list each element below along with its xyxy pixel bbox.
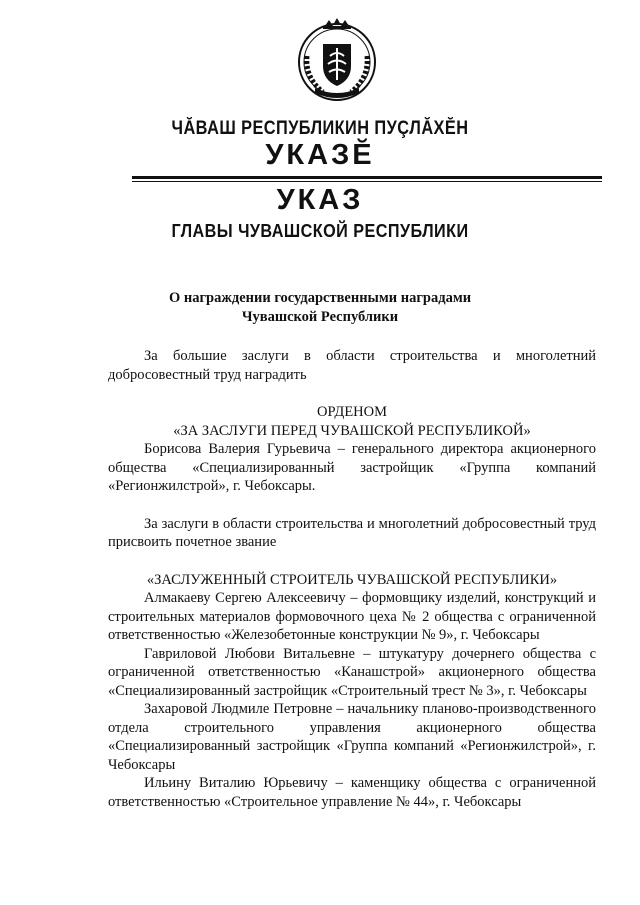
russian-decree-subtitle: ГЛАВЫ ЧУВАШСКОЙ РЕСПУБЛИКИ	[171, 221, 469, 241]
subject-line-2: Чувашской Республики	[241, 309, 399, 325]
award-2-recipient: Захаровой Людмиле Петровне – начальнику планово-производственного отдела строительного управления акционерного общества «Специализированный застройщик «Группа компаний «Регионжилстрой», г. Чебоксары	[108, 701, 596, 773]
intro-paragraph-2: За заслуги в области строительства и многолетний добросовестный труд присвоить почетное звание	[108, 515, 596, 550]
award-2-recipient: Ильину Виталию Юрьевичу – каменщику общества с ограниченной ответственностью «Строительное управление № 44», г. Чебоксары	[108, 775, 596, 810]
award-2-recipient: Гавриловой Любови Витальевне – штукатуру дочернего общества с ограниченной ответственностью «Канашстрой» акционерного общества «Специализированный застройщик «Строительный трест № 3», г. Чебоксары	[108, 645, 596, 699]
award-1-recipient: Борисова Валерия Гурьевича – генерального директора акционерного общества «Специализированный застройщик «Группа компаний «Регионжилстрой», г. Чебоксары.	[108, 441, 596, 494]
chuvash-decree-title: УКАЗĔ	[265, 139, 375, 171]
header-divider-thick	[132, 176, 602, 179]
award-1-line-2: «ЗА ЗАСЛУГИ ПЕРЕД ЧУВАШСКОЙ РЕСПУБЛИКОЙ»	[173, 422, 531, 439]
intro-paragraph-1: За большие заслуги в области строительства и многолетний добросовестный труд наградить	[108, 348, 596, 383]
chuvash-header-line: ЧĂВАШ РЕСПУБЛИКИН ПУÇЛĂХĔН	[171, 118, 469, 139]
subject-line-1: О награждении государственными наградами	[168, 290, 472, 306]
coat-of-arms-emblem	[293, 16, 381, 104]
award-2-title: «ЗАСЛУЖЕННЫЙ СТРОИТЕЛЬ ЧУВАШСКОЙ РЕСПУБЛИКИ»	[146, 571, 558, 588]
russian-decree-title: УКАЗ	[276, 184, 364, 216]
header-divider-thin	[132, 181, 602, 182]
decree-body	[108, 347, 596, 811]
award-1-line-1: ОРДЕНОМ	[316, 404, 388, 420]
decree-subject	[0, 289, 640, 327]
award-2-recipient: Алмакаеву Сергею Алексеевичу – формовщику изделий, конструкций и строительных материалов формовочного цеха № 2 общества с ограниченной ответственностью «Железобетонные конструкции № 9», г. Чебоксары	[108, 590, 596, 643]
